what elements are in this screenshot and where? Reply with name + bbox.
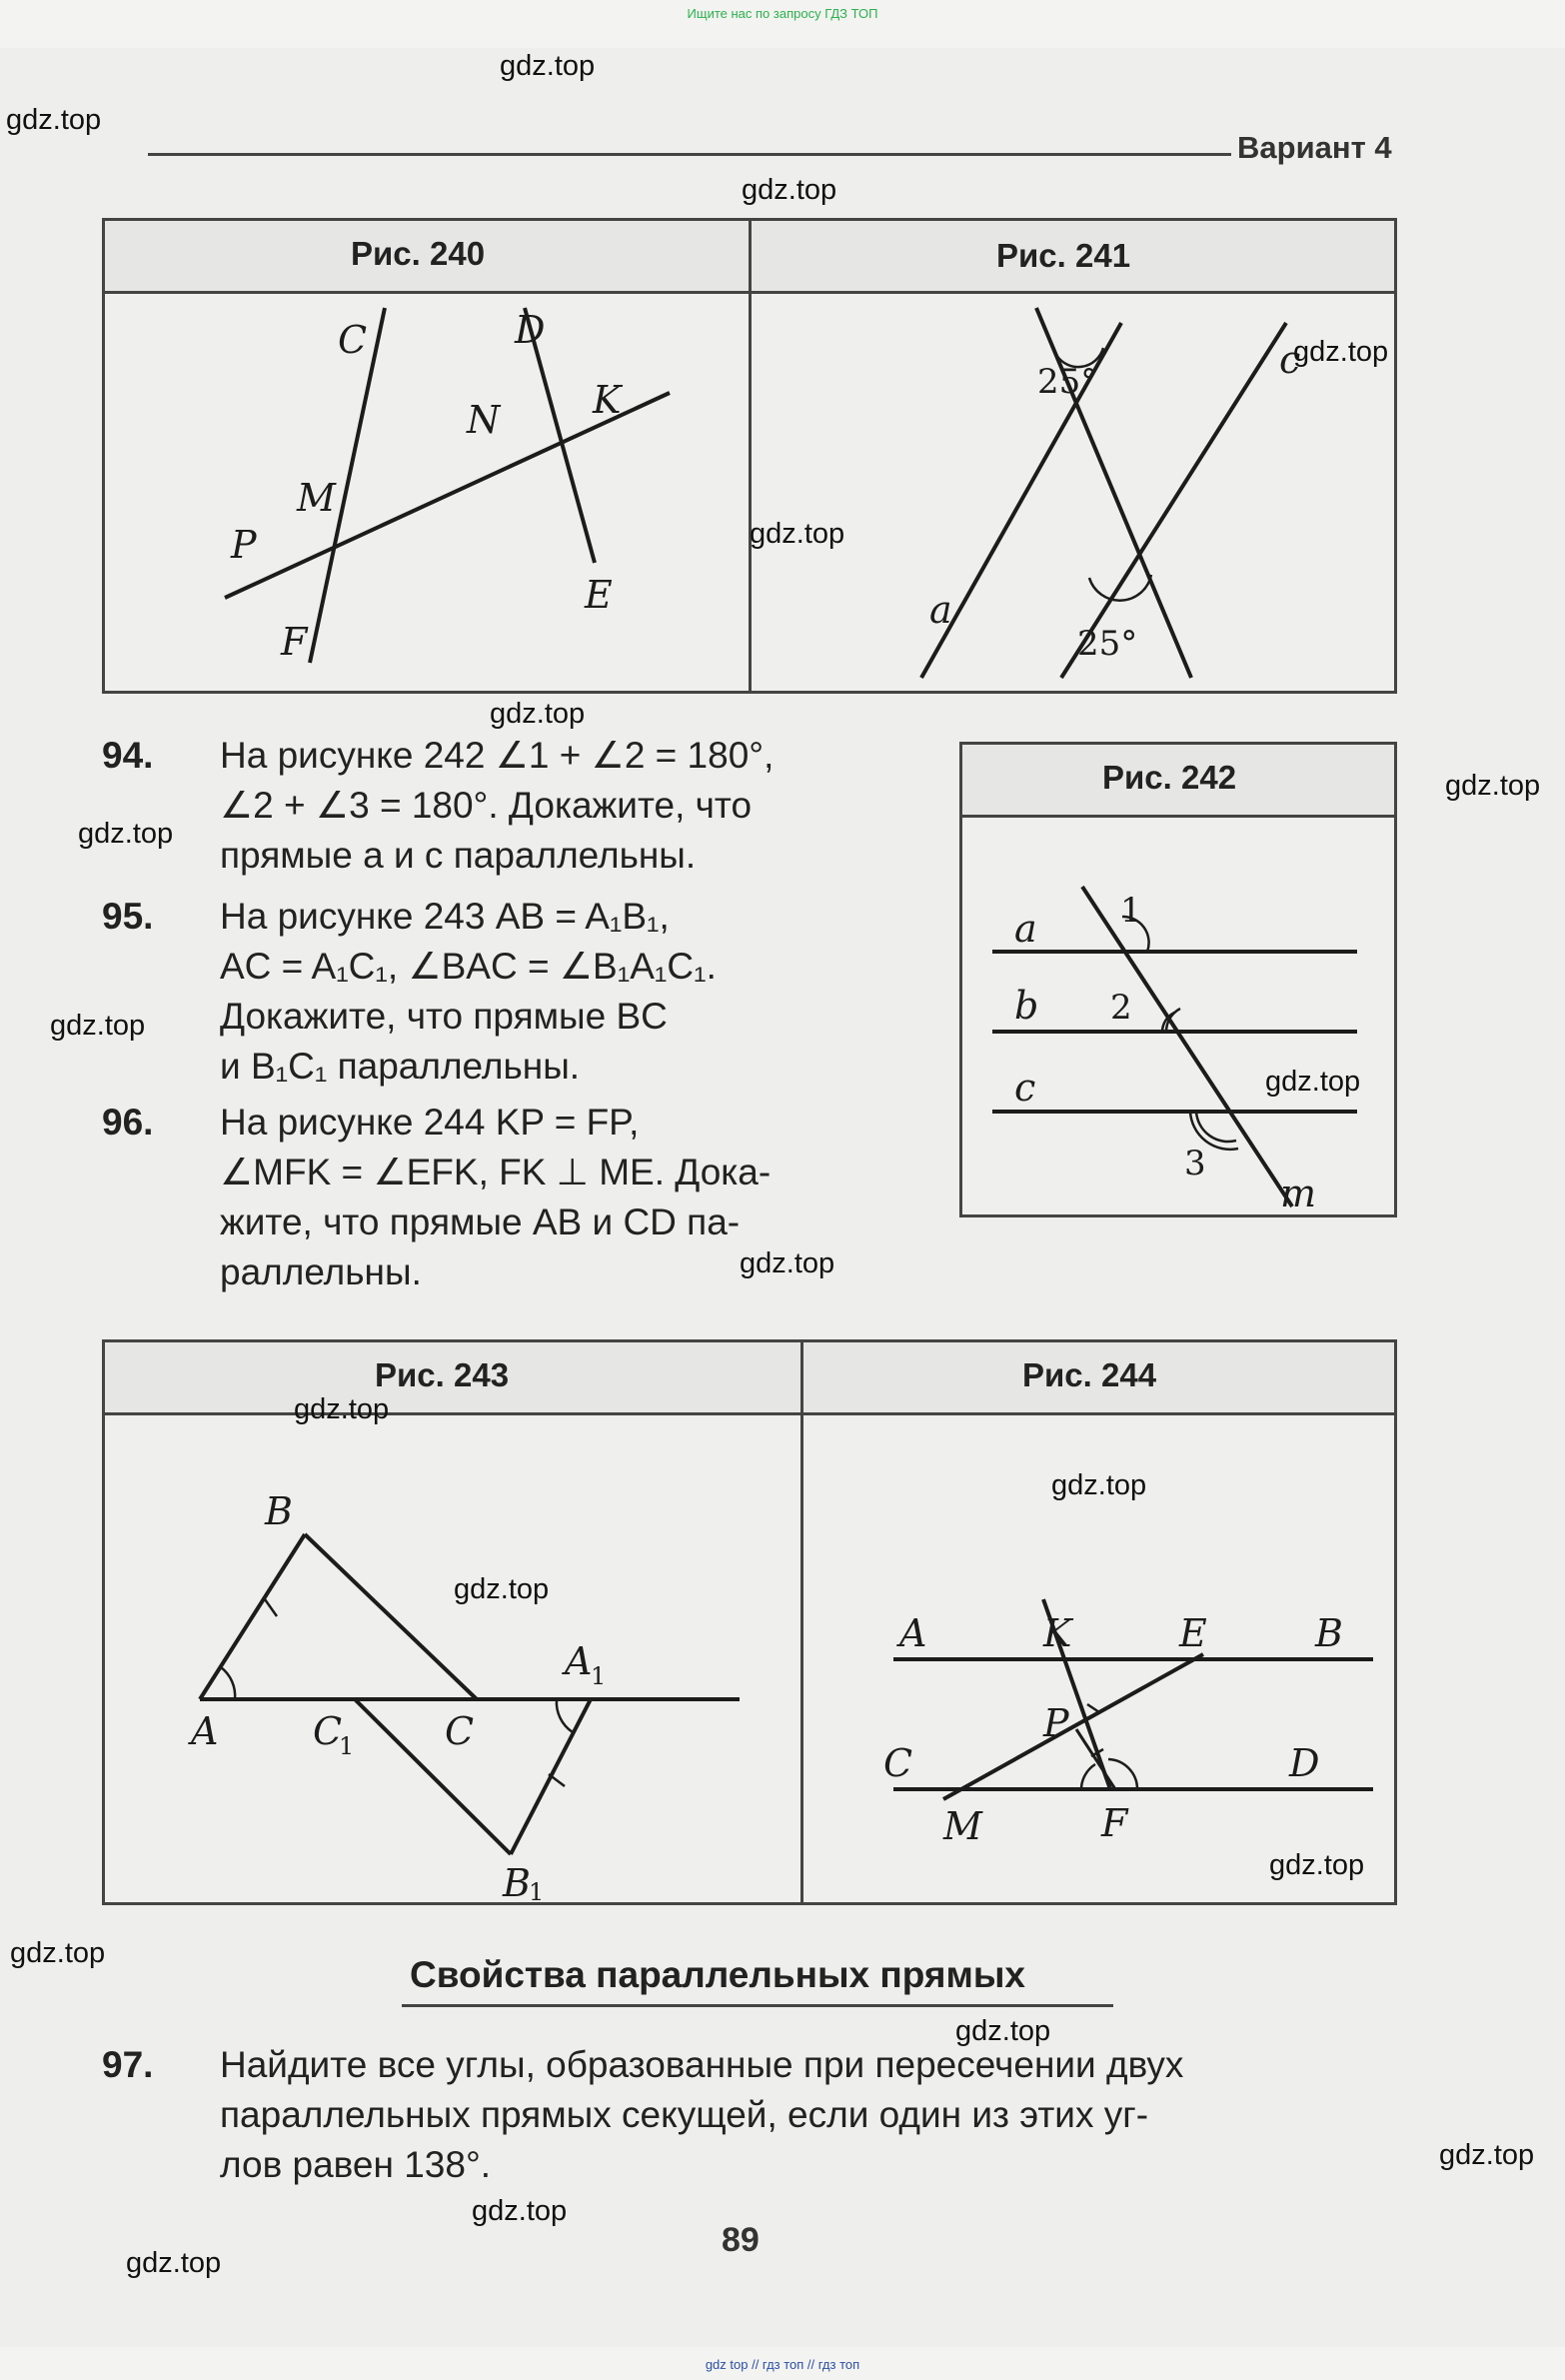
problem-96-number: 96.: [102, 1102, 154, 1143]
problem-94-text: [220, 731, 774, 881]
fig244-label-a: A: [899, 1611, 927, 1655]
fig240-label-m: M: [297, 476, 336, 520]
problem-96-line-3: жите, что прямые AB и CD па-: [220, 1201, 741, 1242]
fig240-line-pk: [225, 393, 670, 598]
fig243-side-ab: [200, 1534, 305, 1699]
watermark[interactable]: gdz.top: [10, 1937, 106, 1969]
watermark[interactable]: gdz.top: [955, 2015, 1051, 2047]
fig243-sub-b1: 1: [529, 1878, 545, 1900]
section-title-underline: [402, 2004, 1113, 2007]
problem-94-line-1: На рисунке 242 ∠1 + ∠2 = 180°,: [220, 735, 775, 776]
bottom-banner[interactable]: gdz top // гдз топ // гдз топ: [705, 2357, 860, 2372]
fig240-label-k: K: [593, 378, 622, 422]
fig241-angle-top: 25°: [1037, 362, 1098, 402]
fig243-tick-ab: [265, 1599, 277, 1616]
page-number: 89: [722, 2221, 760, 2259]
watermark[interactable]: gdz.top: [742, 174, 837, 206]
fig240-title: Рис. 240: [351, 235, 486, 272]
fig244-label-m: M: [943, 1804, 982, 1848]
top-banner[interactable]: Ищите нас по запросу ГДЗ ТОП: [687, 6, 878, 21]
fig242-label-c: c: [1014, 1066, 1036, 1110]
fig244-label-k: K: [1043, 1611, 1072, 1655]
figure-box-242: [959, 742, 1397, 1217]
problem-96-line-1: На рисунке 244 KP = FP,: [220, 1102, 640, 1143]
watermark[interactable]: gdz.top: [472, 2195, 568, 2227]
fig242-angle-2: 2: [1110, 988, 1132, 1028]
fig243-side-bc: [305, 1534, 477, 1699]
problem-97-number: 97.: [102, 2044, 154, 2085]
fig242-label-m: m: [1280, 1172, 1317, 1212]
problem-94-line-2: ∠2 + ∠3 = 180°. Докажите, что: [220, 785, 753, 826]
fig243-label-b1: B: [503, 1861, 531, 1900]
watermark[interactable]: gdz.top: [126, 2247, 222, 2279]
watermark[interactable]: gdz.top: [1265, 1066, 1361, 1098]
problem-97-line-2: параллельных прямых секущей, если один из этих уг-: [220, 2094, 1149, 2135]
watermark[interactable]: gdz.top: [1269, 1849, 1365, 1881]
problem-97-text: [220, 2040, 1183, 2190]
watermark[interactable]: gdz.top: [6, 104, 102, 136]
section-title: Свойства параллельных прямых: [410, 1954, 1025, 1995]
problem-95-line-2: AC = A₁C₁, ∠BAC = ∠B₁A₁C₁.: [220, 946, 717, 987]
fig243-angle-arc-a: [221, 1667, 235, 1699]
fig242-label-b: b: [1014, 984, 1039, 1028]
problem-95-line-1: На рисунке 243 AB = A₁B₁,: [220, 896, 670, 937]
fig244-label-d: D: [1289, 1741, 1320, 1785]
fig242-label-a: a: [1014, 907, 1037, 951]
fig240-label-d: D: [515, 308, 546, 352]
fig243-angle-arc-a1: [557, 1699, 573, 1732]
watermark[interactable]: gdz.top: [500, 50, 596, 82]
fig242-angle-1: 1: [1120, 891, 1142, 931]
problem-94-line-3: прямые a и c параллельны.: [220, 835, 697, 876]
fig243-label-b: B: [265, 1489, 293, 1533]
fig243-sub-a1: 1: [591, 1662, 607, 1690]
fig244-tick-kp: [1087, 1704, 1099, 1712]
fig244-label-c: C: [883, 1741, 913, 1785]
fig243-label-a: A: [191, 1709, 219, 1753]
problem-97-line-1: Найдите все углы, образованные при пересечении двух: [220, 2044, 1184, 2085]
fig242-angle-3: 3: [1184, 1144, 1206, 1184]
fig242-drawing: [962, 817, 1394, 1212]
fig240-label-f: F: [281, 620, 308, 664]
fig241-title: Рис. 241: [996, 237, 1131, 274]
fig241-angle-bottom: 25°: [1077, 624, 1138, 664]
fig240-label-p: P: [231, 523, 257, 567]
header-rule: [148, 153, 1231, 156]
variant-label: Вариант 4: [1237, 130, 1392, 165]
watermark[interactable]: gdz.top: [490, 698, 586, 730]
fig244-label-e: E: [1179, 1611, 1207, 1655]
watermark[interactable]: gdz.top: [1293, 336, 1389, 368]
watermark[interactable]: gdz.top: [78, 818, 174, 850]
fig243-side-c1b1: [355, 1699, 511, 1854]
fig243-drawing: [105, 1414, 798, 1900]
problem-96-line-2: ∠MFK = ∠EFK, FK ⊥ ME. Дока-: [220, 1152, 772, 1192]
watermark[interactable]: gdz.top: [1445, 770, 1541, 802]
fig240-label-e: E: [585, 573, 613, 617]
fig244-label-p: P: [1043, 1701, 1069, 1745]
fig244-angle-arc-mfk: [1081, 1764, 1095, 1789]
fig240-label-c: C: [338, 318, 368, 362]
fig243-sub-c1: 1: [339, 1732, 355, 1760]
fig243-label-c: C: [445, 1709, 475, 1753]
fig243-label-a1: A: [565, 1639, 593, 1683]
problem-95-line-4: и B₁C₁ параллельны.: [220, 1046, 581, 1087]
watermark[interactable]: gdz.top: [1051, 1469, 1147, 1501]
watermark[interactable]: gdz.top: [294, 1393, 390, 1425]
fig244-title: Рис. 244: [1022, 1356, 1157, 1393]
fig244-label-f: F: [1101, 1801, 1128, 1845]
watermark[interactable]: gdz.top: [740, 1247, 835, 1279]
problem-94-number: 94.: [102, 735, 154, 776]
fig240-drawing: [105, 293, 745, 689]
problem-95-text: [220, 892, 717, 1092]
problem-95-number: 95.: [102, 896, 154, 937]
problem-95-line-3: Докажите, что прямые BC: [220, 996, 668, 1037]
fig243-label-c1: C: [313, 1709, 343, 1753]
fig241-label-a: a: [929, 588, 952, 632]
watermark[interactable]: gdz.top: [1439, 2139, 1535, 2171]
watermark[interactable]: gdz.top: [454, 1573, 550, 1605]
fig240-label-n: N: [467, 398, 501, 442]
fig241-label-c: c: [1279, 338, 1301, 382]
watermark[interactable]: gdz.top: [50, 1010, 146, 1042]
fig244-segment-me: [943, 1654, 1203, 1799]
fig243-title: Рис. 243: [375, 1356, 510, 1393]
problem-96-text: [220, 1098, 771, 1297]
problem-97-line-3: лов равен 138°.: [220, 2144, 492, 2185]
fig244-label-b: B: [1315, 1611, 1343, 1655]
figure-table-240-241: [102, 218, 1397, 694]
fig242-title: Рис. 242: [1102, 759, 1237, 796]
problem-96-line-4: раллельны.: [220, 1251, 422, 1292]
watermark[interactable]: gdz.top: [750, 518, 845, 550]
